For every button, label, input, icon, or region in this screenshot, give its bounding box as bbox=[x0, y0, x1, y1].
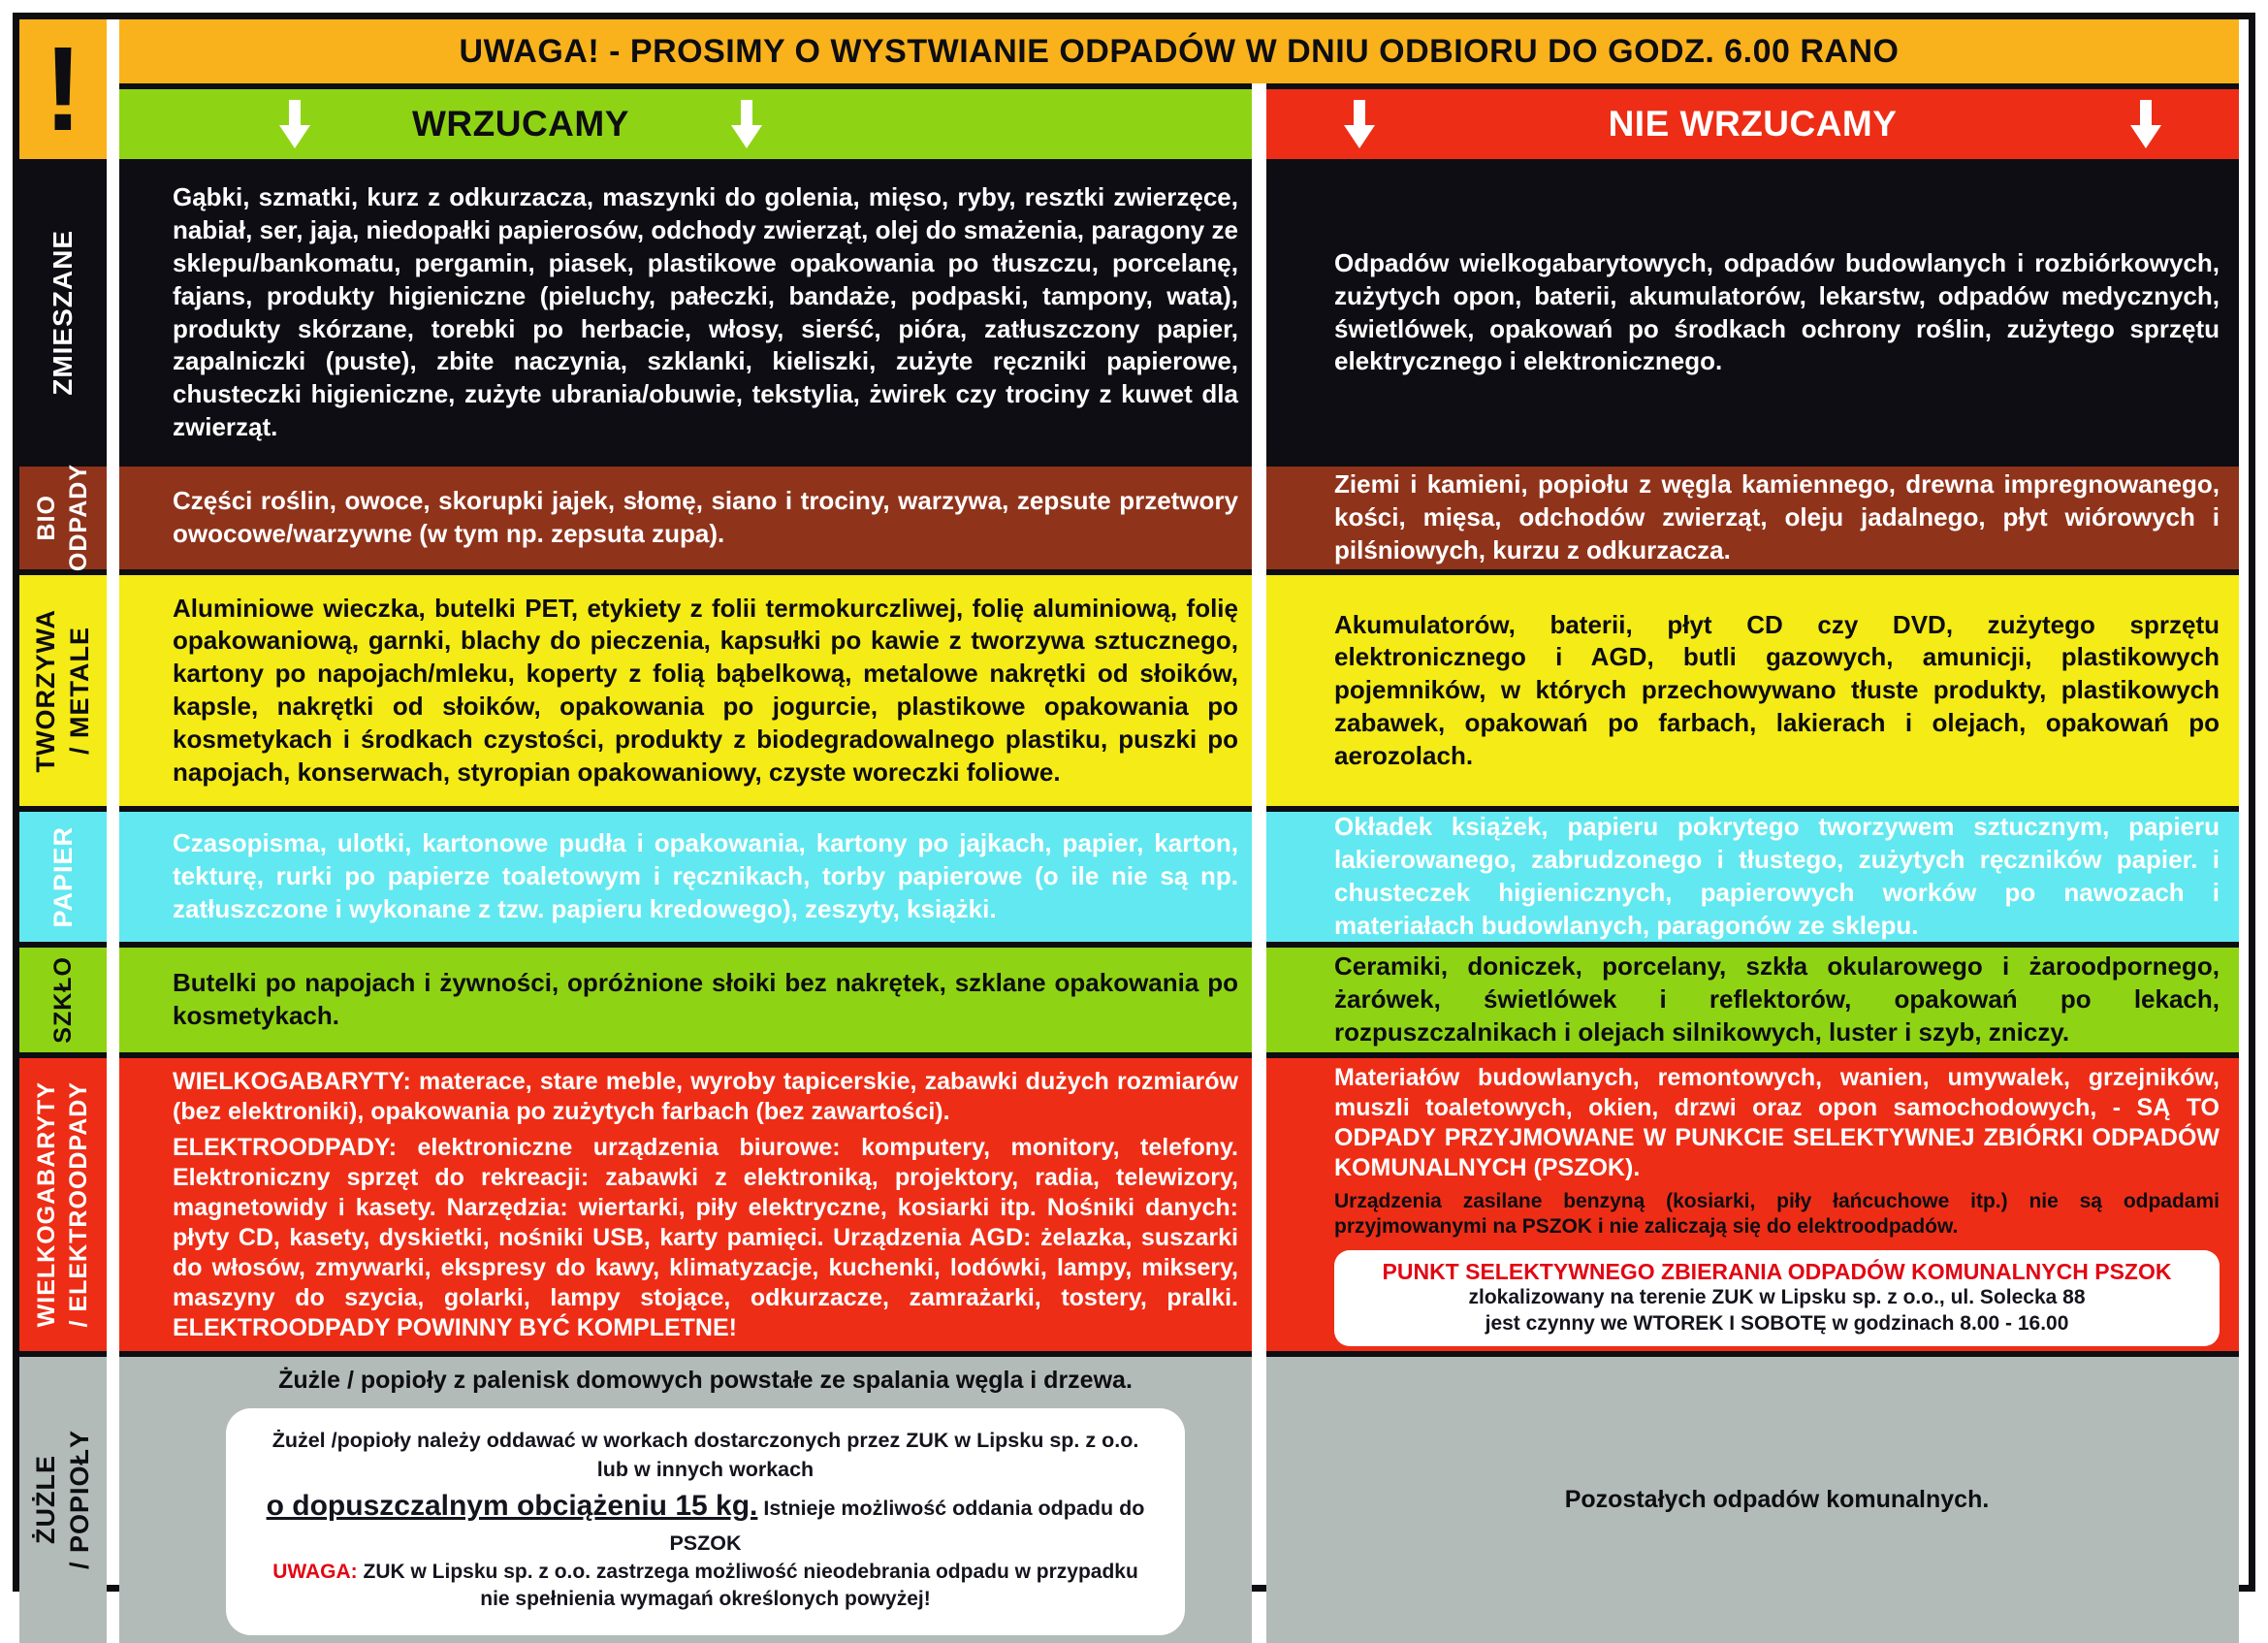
label-text: / POPIOŁY bbox=[65, 1430, 94, 1570]
row-label-zuzle-popioly bbox=[19, 1357, 107, 1643]
szklo-allowed-text: Butelki po napojach i żywności, opróżnione słoiki bez nakrętek, szklane opakowania po kosmetykach. bbox=[173, 968, 1238, 1030]
zuzle-not-allowed-text: Pozostałych odpadów komunalnych. bbox=[1564, 1486, 1990, 1514]
bio-not-allowed-text: Ziemi i kamieni, popiołu z węgla kamiennego, drewna impregnowanego, kości, mięsa, odchodów zwierząt, oleju jadalnego, płyt wiórowych i pilśniowych, kurzu z odkurzacza. bbox=[1334, 469, 2220, 564]
zuzle-note-line4: nie spełnienia wymagań określonych powyżej! bbox=[480, 1588, 931, 1611]
zmieszane-allowed-cell bbox=[119, 165, 1252, 461]
label-text: SZKŁO bbox=[48, 956, 77, 1044]
wielkogabaryty-not-allowed-text: Materiałów budowlanych, remontowych, wanien, umywalek, grzejników, muszli toaletowych, okien, drzwi oraz opon samochodowych, - SĄ TO ODPADY PRZYJMOWANE W PUNKCIE SELEKTYWNEJ ZBIÓRKI ODPADÓW KOMUNALNYCH (PSZOK). bbox=[1334, 1064, 2220, 1182]
header-nie-wrzucamy-label: NIE WRZUCAMY bbox=[1608, 104, 1898, 144]
label-text: ODPADY bbox=[65, 464, 92, 572]
label-text: WIELKOGABARYTY bbox=[33, 1081, 60, 1328]
pszok-address: zlokalizowany na terenie ZUK w Lipsku sp. z o.o., ul. Solecka 88 bbox=[1468, 1286, 2086, 1309]
row-label-papier bbox=[19, 812, 107, 942]
down-arrow-icon bbox=[279, 100, 310, 148]
label-text: TWORZYWA bbox=[31, 608, 60, 773]
wielkogabaryty-allowed-text-1: WIELKOGABARYTY: materace, stare meble, wyroby tapicerskie, zabawki dużych rozmiarów (bez elektroniki), opakowania po zużytych farbach (bez zawartości). bbox=[173, 1067, 1238, 1125]
elektroodpady-allowed-text: ELEKTROODPADY: elektroniczne urządzenia biurowe: komputery, monitory, telefony. Elektroniczny sprzęt do rekreacji: zabawki z elektroniką, projektory, radia, telewizory, magnetowidy i kasety. Narzędzia: wiertarki, piły elektryczne, kosiarki itp. Nośniki danych: płyty CD, kasety, dyskietki, nośniki USB, karty pamięci. Urządzenia AGD: żelazka, suszarki do włosów, zmywarki, ekspresy do kawy, klimatyzacje, kuchenki, lodówki, lampy, miksery, maszyny do szycia, golarki, lampy stojące, odkurzacze, zamrażarki, tostery, pralki. ELEKTROODPADY POWINNY BYĆ KOMPLETNE! bbox=[173, 1133, 1238, 1341]
header-wrzucamy bbox=[119, 89, 1252, 159]
poster-grid bbox=[19, 19, 2249, 1611]
down-arrow-icon bbox=[1344, 100, 1375, 148]
pszok-info-box bbox=[1334, 1250, 2220, 1346]
header-nie-wrzucamy bbox=[1266, 89, 2239, 159]
pszok-hours: jest czynny we WTOREK I SOBOTĘ w godzinach 8.00 - 16.00 bbox=[1485, 1311, 2069, 1335]
zuzle-pszok-option: Istnieje możliwość oddania odpadu do PSZOK bbox=[669, 1496, 1145, 1555]
bio-allowed-cell bbox=[119, 467, 1252, 569]
down-arrow-icon bbox=[2130, 100, 2161, 148]
zuzle-note-line1: Żużel /popioły należy oddawać w workach dostarczonych przez ZUK w Lipsku sp. z o.o. lub w innych workach bbox=[272, 1428, 1139, 1481]
szklo-not-allowed-cell bbox=[1266, 948, 2239, 1052]
zuzle-weight-limit: o dopuszczalnym obciążeniu 15 kg. bbox=[266, 1489, 758, 1522]
tworzywa-allowed-text: Aluminiowe wieczka, butelki PET, etykiety z folii termokurczliwej, folię aluminiową, folię opakowaniową, garnki, blachy do pieczenia, kapsułki po kawie z tworzywa sztucznego, kartony po napojach/mleku, koperty z folią bąbelkową, metalowe nakrętki od słoików, kapsle, nakrętki od słoików, opakowania po jogurcie, plastikowe opakowania po kosmetykach i środkach czystości, produkty z biodegradowalnego plastiku, puszki po napojach, konserwach, styropian opakowaniowy, czyste woreczki foliowe. bbox=[173, 593, 1238, 787]
szklo-not-allowed-text: Ceramiki, doniczek, porcelany, szkła okularowego i żaroodpornego, żarówek, świetlówek i reflektorów, opakowań po lekach, rozpuszczalnikach i olejach silnikowych, luster i szyb, zniczy. bbox=[1334, 951, 2220, 1047]
tworzywa-allowed-cell bbox=[119, 575, 1252, 806]
row-label-szklo bbox=[19, 948, 107, 1052]
top-banner bbox=[119, 19, 2239, 83]
label-text: ZMIESZANE bbox=[48, 230, 78, 396]
zuzle-not-allowed-cell bbox=[1266, 1357, 2239, 1643]
zuzle-heading-text: Żużle / popioły z palenisk domowych powstałe ze spalania węgla i drzewa. bbox=[278, 1367, 1133, 1394]
label-text: BIO bbox=[33, 495, 60, 541]
tworzywa-not-allowed-cell bbox=[1266, 575, 2239, 806]
zuzle-note-box bbox=[226, 1408, 1185, 1635]
zuzle-note-line3 bbox=[255, 1559, 1156, 1586]
exclamation-icon: ! bbox=[44, 21, 82, 157]
papier-not-allowed-text: Okładek książek, papieru pokrytego tworzywem sztucznym, papieru lakierowanego, zabrudzonego i tłustego, zużytych ręczników papier. i chusteczek higienicznych, papierowych worków po nawozach i materiałach budowlanych, paragonów ze sklepu. bbox=[1334, 812, 2220, 940]
banner-title: UWAGA! - PROSIMY O WYSTWIANIE ODPADÓW W DNIU ODBIORU DO GODZ. 6.00 RANO bbox=[459, 32, 1900, 70]
papier-allowed-text: Czasopisma, ulotki, kartonowe pudła i opakowania, kartony po jajkach, papier, karton, tekturę, rurki po papierze toaletowym i ręcznikach, torby papierowe (o ile nie są np. zatłuszczone i wykonane z tzw. papieru kredowego), zeszyty, książki. bbox=[173, 828, 1238, 923]
warning-cell bbox=[19, 19, 107, 159]
wielkogabaryty-not-allowed-cell bbox=[1266, 1058, 2239, 1351]
zuzle-allowed-cell bbox=[119, 1357, 1252, 1643]
header-wrzucamy-label: WRZUCAMY bbox=[412, 104, 629, 144]
wielkogabaryty-allowed-cell bbox=[119, 1058, 1252, 1351]
szklo-allowed-cell bbox=[119, 948, 1252, 1052]
bio-allowed-text: Części roślin, owoce, skorupki jajek, słomę, siano i trociny, warzywa, zepsute przetwory owocowe/warzywne (w tym np. zepsuta zupa). bbox=[173, 486, 1238, 548]
pszok-title: PUNKT SELEKTYWNEGO ZBIERANIA ODPADÓW KOMUNALNYCH PSZOK bbox=[1382, 1258, 2172, 1284]
bio-not-allowed-cell bbox=[1266, 467, 2239, 569]
label-text: / METALE bbox=[65, 627, 94, 755]
down-arrow-icon bbox=[731, 100, 762, 148]
row-label-bio-odpady bbox=[19, 464, 107, 572]
uwaga-text: ZUK w Lipsku sp. z o.o. zastrzega możliwość nieodebrania odpadu w przypadku bbox=[357, 1560, 1138, 1583]
zmieszane-allowed-text: Gąbki, szmatki, kurz z odkurzacza, maszynki do golenia, mięso, ryby, resztki zwierzęce, nabiał, ser, jaja, niedopałki papierosów, odchody zwierząt, olej do smażenia, paragony ze sklepu/bankomatu, pergamin, piasek, plastikowe opakowania po tłuszczu, porcelanę, fajans, produkty higieniczne (pieluchy, pałeczki, bandaże, podpaski, tampony, wata), produkty skórzane, torebki po herbacie, włosy, sierść, pióra, zatłuszczony papier, zapalniczki (puste), zbite naczynia, szklanki, kieliszki, zużyte ręczniki papierowe, chusteczki higieniczne, zużyte ubrania/obuwie, tekstylia, żwirek czy trociny z kuwet dla zwierząt. bbox=[173, 182, 1238, 441]
tworzywa-not-allowed-text: Akumulatorów, baterii, płyt CD czy DVD, zużytego sprzętu elektronicznego i AGD, butli gazowych, amunicji, plastikowych pojemników, w których przechowywano tłuste produkty, plastikowych zabawek, opakowań po farbach, lakierach i olejach, opakowań po aerozolach. bbox=[1334, 609, 2220, 770]
papier-not-allowed-cell bbox=[1266, 812, 2239, 942]
row-label-zmieszane bbox=[19, 165, 107, 461]
zmieszane-not-allowed-text: Odpadów wielkogabarytowych, odpadów budowlanych i rozbiórkowych, zużytych opon, baterii, akumulatorów, lekarstw, odpadów medycznych, świetlówek, opakowań po środkach ochrony roślin, zużytego sprzętu elektrycznego i elektronicznego. bbox=[1334, 247, 2220, 376]
zmieszane-not-allowed-cell bbox=[1266, 165, 2239, 461]
row-label-wielkogabaryty-elektroodpady bbox=[19, 1058, 107, 1351]
benzyna-note-text: Urządzenia zasilane benzyną (kosiarki, piły łańcuchowe itp.) nie są odpadami przyjmowanymi na PSZOK i nie zaliczają się do elektroodpadów. bbox=[1334, 1190, 2220, 1239]
label-text: PAPIER bbox=[48, 825, 78, 928]
uwaga-label: UWAGA: bbox=[272, 1560, 358, 1583]
row-label-tworzywa-metale bbox=[19, 575, 107, 806]
zuzle-note-line2 bbox=[255, 1484, 1156, 1559]
papier-allowed-cell bbox=[119, 812, 1252, 942]
label-text: / ELEKTROODPADY bbox=[65, 1081, 92, 1328]
poster-frame bbox=[13, 13, 2255, 1611]
label-text: ŻUŻLE bbox=[31, 1455, 60, 1545]
